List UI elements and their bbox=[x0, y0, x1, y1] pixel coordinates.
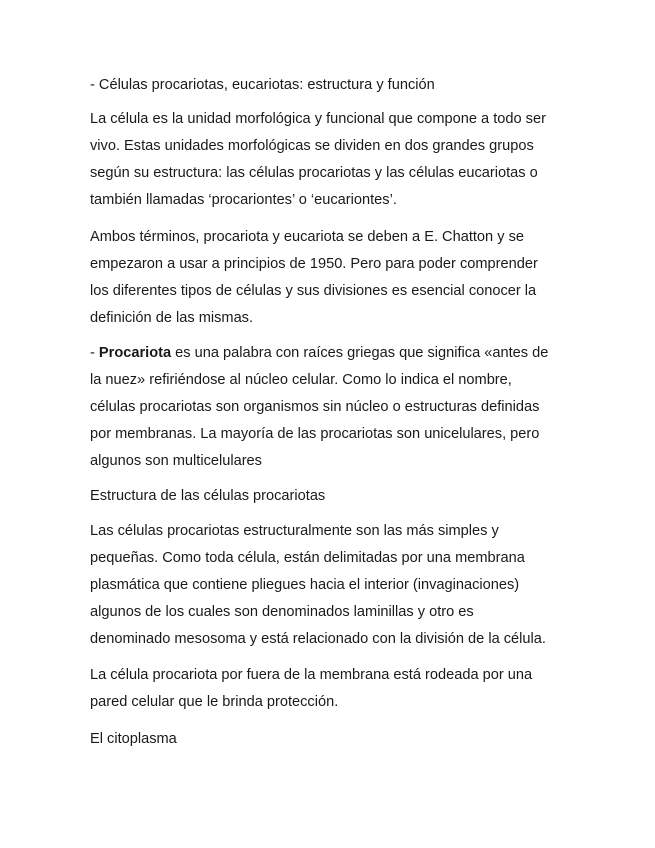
dash-prefix: - bbox=[90, 345, 99, 361]
document-heading bbox=[90, 72, 575, 99]
paragraph-line: células procariotas son organismos sin núcleo o estructuras definidas bbox=[90, 399, 540, 415]
paragraph-line: la nuez» refiriéndose al núcleo celular. Como lo indica el nombre, bbox=[90, 372, 512, 388]
first-line-rest: es una palabra con raíces griegas que significa «antes de bbox=[171, 345, 549, 361]
paragraph-line: denominado mesosoma y está relacionado con la división de la célula. bbox=[90, 631, 546, 647]
heading-text: - Células procariotas, eucariotas: estructura y función bbox=[90, 77, 435, 93]
paragraph-line: Ambos términos, procariota y eucariota se deben a E. Chatton y se bbox=[90, 229, 524, 245]
paragraph-line: según su estructura: las células procariotas y las células eucariotas o bbox=[90, 165, 538, 181]
subheading-text: Estructura de las células procariotas bbox=[90, 488, 326, 504]
paragraph-line: por membranas. La mayoría de las procariotas son unicelulares, pero bbox=[90, 426, 540, 442]
paragraph-line: vivo. Estas unidades morfológicas se dividen en dos grandes grupos bbox=[90, 138, 534, 154]
paragraph-line-first bbox=[90, 340, 575, 367]
paragraph-line: La célula es la unidad morfológica y funcional que compone a todo ser bbox=[90, 111, 546, 127]
paragraph-line: algunos son multicelulares bbox=[90, 453, 262, 469]
paragraph-3 bbox=[90, 340, 575, 475]
paragraph-5 bbox=[90, 662, 575, 716]
paragraph-6 bbox=[90, 726, 575, 753]
paragraph-4 bbox=[90, 518, 575, 653]
paragraph-line: plasmática que contiene pliegues hacia el interior (invaginaciones) bbox=[90, 577, 520, 593]
paragraph-line: empezaron a usar a principios de 1950. Pero para poder comprender bbox=[90, 256, 538, 272]
paragraph-line: pared celular que le brinda protección. bbox=[90, 694, 339, 710]
paragraph-line: Las células procariotas estructuralmente son las más simples y bbox=[90, 523, 499, 539]
paragraph-line: algunos de los cuales son denominados laminillas y otro es bbox=[90, 604, 474, 620]
paragraph-1 bbox=[90, 106, 575, 214]
paragraph-line: definición de las mismas. bbox=[90, 310, 254, 326]
paragraph-line: pequeñas. Como toda célula, están delimitadas por una membrana bbox=[90, 550, 525, 566]
paragraph-line: El citoplasma bbox=[90, 731, 177, 747]
paragraph-line: también llamadas ‘procariontes’ o ‘eucariontes’. bbox=[90, 192, 397, 208]
paragraph-2 bbox=[90, 224, 575, 332]
paragraph-line: los diferentes tipos de células y sus divisiones es esencial conocer la bbox=[90, 283, 537, 299]
paragraph-line: La célula procariota por fuera de la membrana está rodeada por una bbox=[90, 667, 533, 683]
subheading bbox=[90, 483, 575, 510]
term-procariota: Procariota bbox=[98, 345, 172, 361]
